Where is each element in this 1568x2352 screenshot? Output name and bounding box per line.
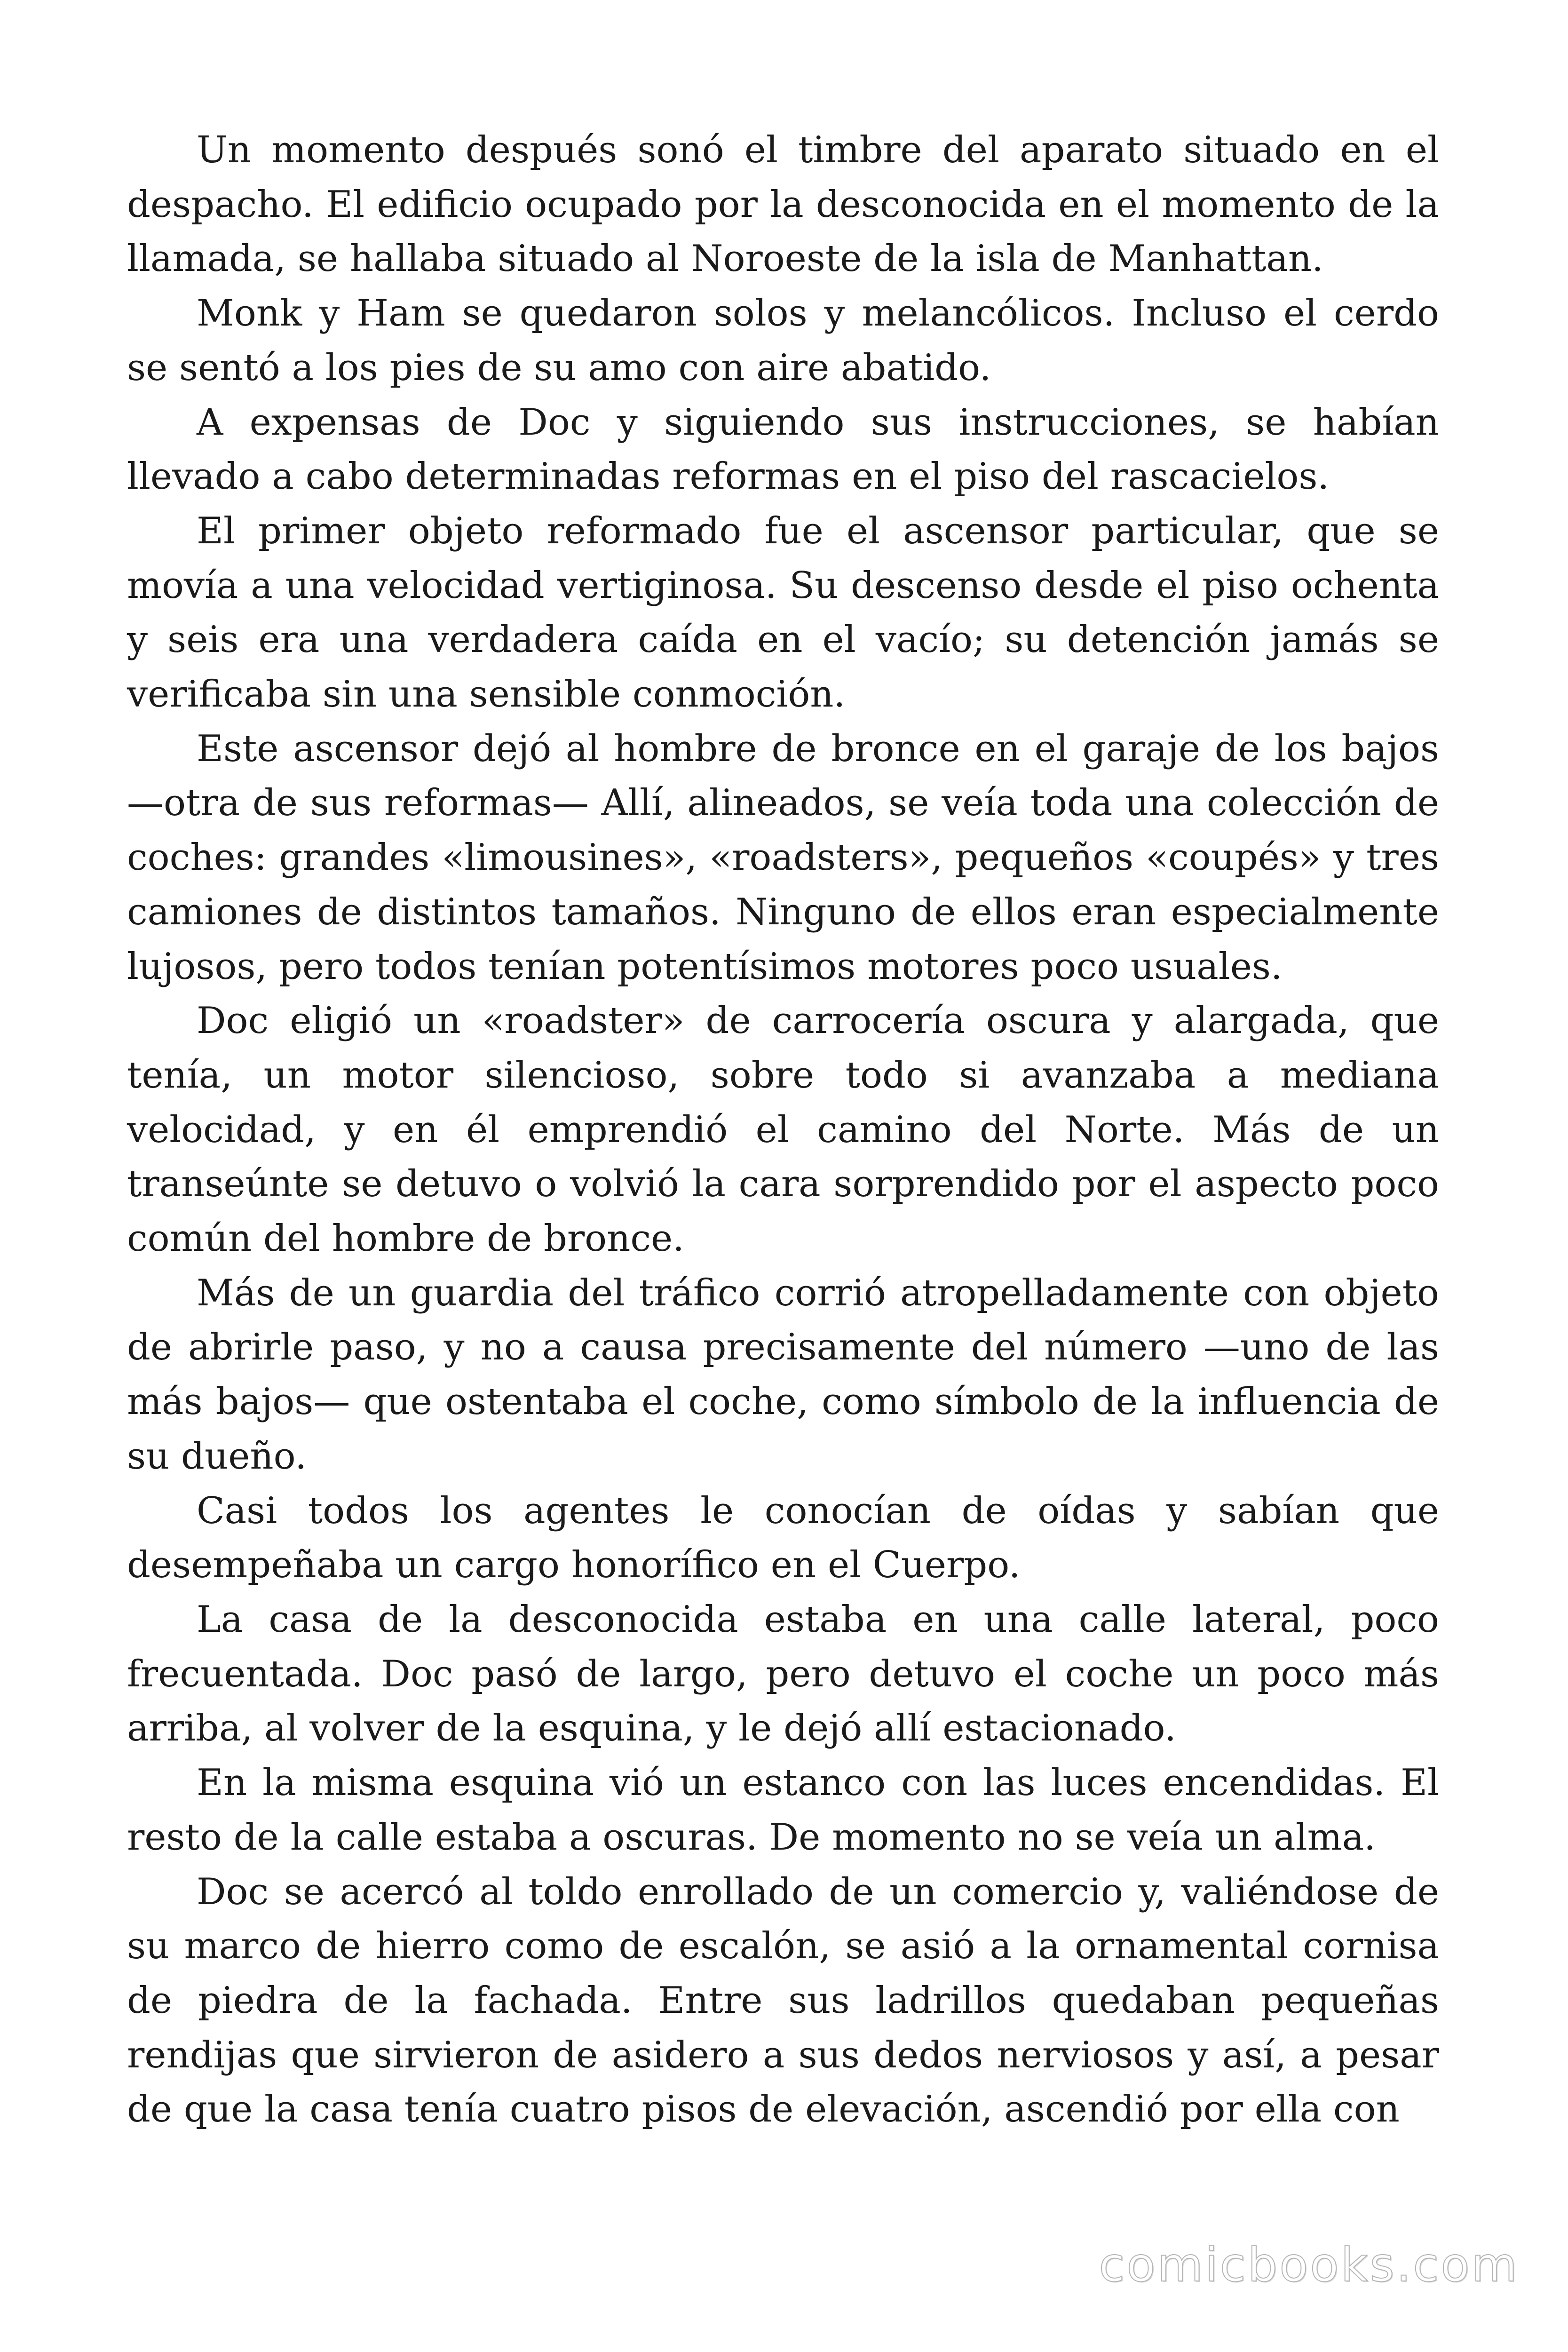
paragraph: A expensas de Doc y siguiendo sus instrucciones, se habían llevado a cabo determinadas reformas en el piso del rascacielos. [127,401,1439,498]
page-body-text [127,123,1439,2137]
paragraph: Doc se acercó al toldo enrollado de un comercio y, valiéndose de su marco de hierro como de escalón, se asió a la ornamental cornisa de piedra de la fachada. Entre sus ladrillos quedaban pequeñas rendijas que sirvieron de asidero a sus dedos nerviosos y así, a pesar de que la casa tenía cuatro pisos de elevación, ascendió por ella con [127,1870,1439,2131]
paragraph: Más de un guardia del tráfico corrió atropelladamente con objeto de abrirle paso, y no a causa precisamente del número —uno de las más bajos— que ostentaba el coche, como símbolo de la influencia de su dueño. [127,1271,1439,1478]
paragraph: Este ascensor dejó al hombre de bronce en el garaje de los bajos —otra de sus reformas— Allí, alineados, se veía toda una colección de coches: grandes «limousines», «roadsters», pequeños «coupés» y tres camiones de distintos tamaños. Ninguno de ellos eran especialmente lujosos, pero todos tenían potentísimos motores poco usuales. [127,727,1439,988]
paragraph: Doc eligió un «roadster» de carrocería oscura y alargada, que tenía, un motor silencioso, sobre todo si avanzaba a mediana velocidad, y en él emprendió el camino del Norte. Más de un transeúnte se detuvo o volvió la cara sorprendido por el aspecto poco común del hombre de bronce. [127,1000,1439,1260]
paragraph: El primer objeto reformado fue el ascensor particular, que se movía a una velocidad vertiginosa. Su descenso desde el piso ochenta y seis era una verdadera caída en el vacío; su detención jamás se verificaba sin una sensible conmoción. [127,509,1439,716]
watermark: comicbooks.com [1099,2237,1519,2292]
paragraph: Un momento después sonó el timbre del aparato situado en el despacho. El edificio ocupado por la desconocida en el momento de la llamada, se hallaba situado al Noroeste de la isla de Manhattan. [127,129,1439,280]
paragraph: Casi todos los agentes le conocían de oídas y sabían que desempeñaba un cargo honorífico en el Cuerpo. [127,1489,1439,1587]
paragraph: En la misma esquina vió un estanco con las luces encendidas. El resto de la calle estaba a oscuras. De momento no se veía un alma. [127,1762,1439,1859]
paragraph: La casa de la desconocida estaba en una calle lateral, poco frecuentada. Doc pasó de largo, pero detuvo el coche un poco más arriba, al volver de la esquina, y le dejó allí estacionado. [127,1598,1439,1750]
paragraph: Monk y Ham se quedaron solos y melancólicos. Incluso el cerdo se sentó a los pies de su amo con aire abatido. [127,292,1439,389]
